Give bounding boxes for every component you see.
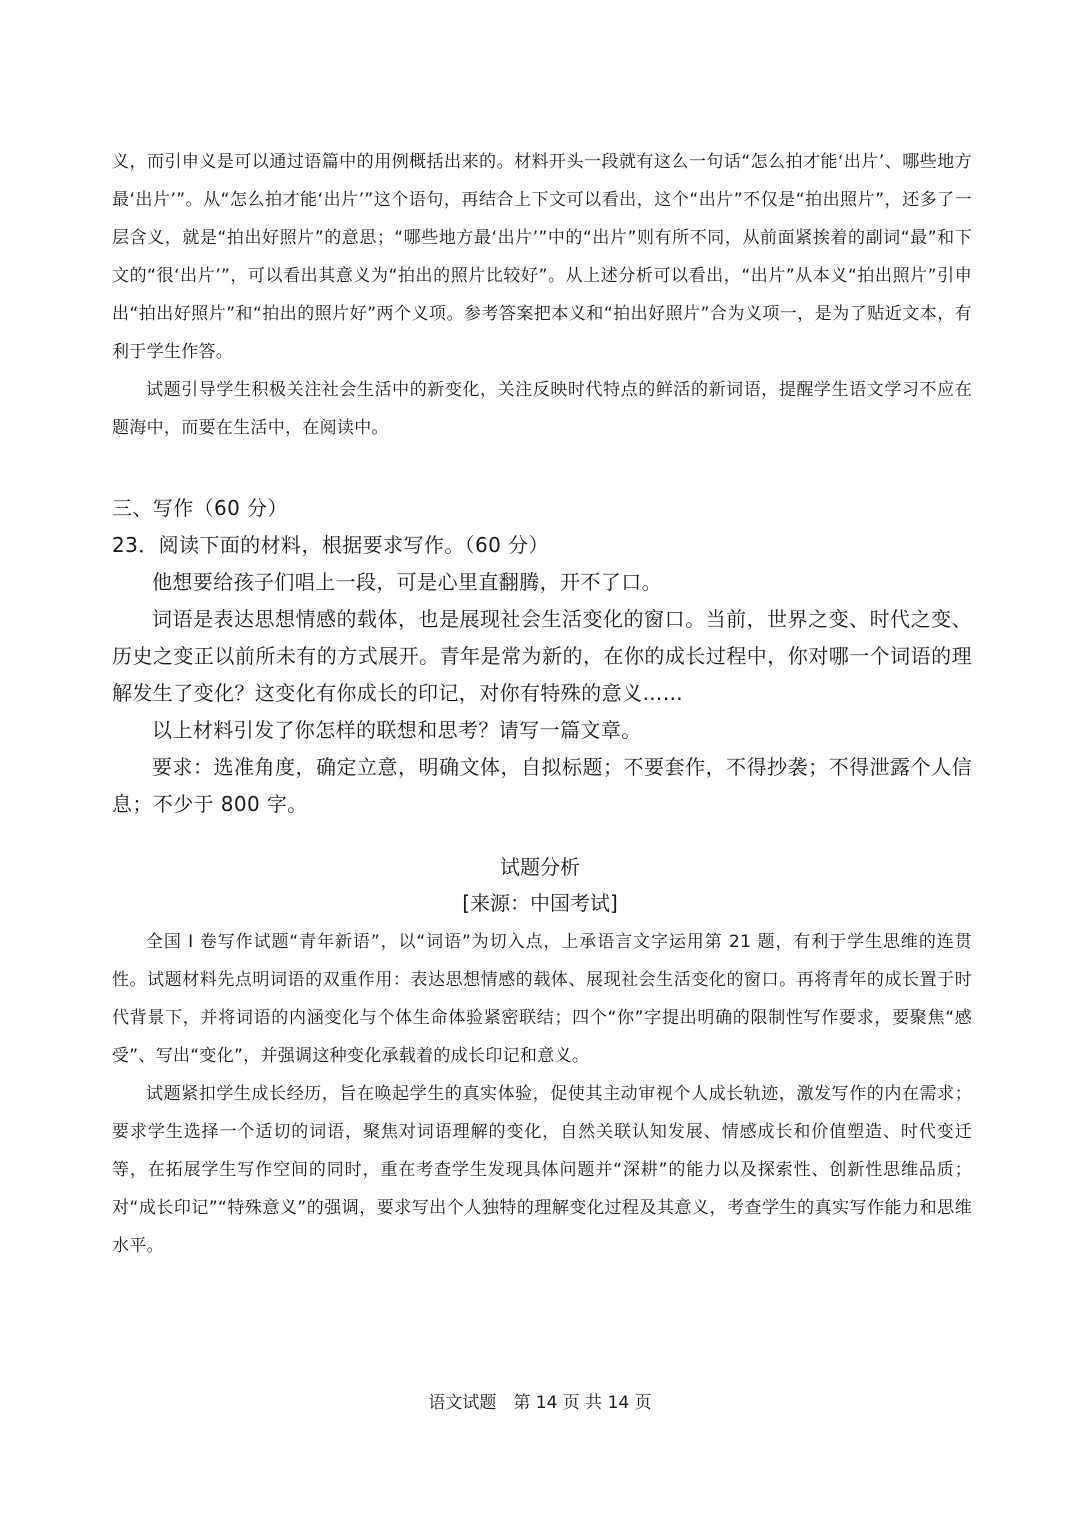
writing-prompt: 以上材料引发了你怎样的联想和思考？请写一篇文章。: [152, 718, 642, 742]
material-text: 他想要给孩子们唱上一段，可是心里直翻腾，开不了口。: [152, 570, 662, 594]
section-heading: 三、写作（60 分）: [112, 496, 288, 520]
analysis-paragraph: 全国 I 卷写作试题“青年新语”，以“词语”为切入点，上承语言文字运用第 21 题，有利于学生思维的连贯性。试题材料先点明词语的双重作用：表达思想情感的载体、展现社会生活变化的窗口。再将青年的成长置于时代背景下，并将词语的内涵变化与个体生命体验紧密联结；四个“你”字提出明确的限制性写作要求，要聚焦“感受”、写出“变化”，并强调这种变化承载着的成长印记和意义。: [112, 932, 972, 1066]
analysis-paragraph: 试题引导学生积极关注社会生活中的新变化，关注反映时代特点的鲜活的新词语，提醒学生语文学习不应在题海中，而要在生活中，在阅读中。: [112, 380, 972, 438]
previous-analysis: [112, 143, 972, 447]
analysis-paragraph: 试题紧扣学生成长经历，旨在唤起学生的真实体验，促使其主动审视个人成长轨迹，激发写作的内在需求；要求学生选择一个适切的词语，聚焦对词语理解的变化，自然关联认知发展、情感成长和价值塑造、时代变迁等，在拓展学生写作空间的同时，重在考查学生发现具体问题并“深耕”的能力以及探索性、创新性思维品质；对“成长印记”“特殊意义”的强调，要求写出个人独特的理解变化过程及其意义，考查学生的真实写作能力和思维水平。: [112, 1084, 972, 1256]
analysis-title: 试题分析: [500, 855, 580, 879]
page-footer: 语文试题 第 14 页 共 14 页: [428, 1393, 652, 1413]
analysis-source: [来源：中国考试]: [462, 891, 618, 915]
material-text: 词语是表达思想情感的载体，也是展现社会生活变化的窗口。当前，世界之变、时代之变、历史之变正以前所未有的方式展开。青年是常为新的，在你的成长过程中，你对哪一个词语的理解发生了变化？这变化有你成长的印记，对你有特殊的意义……: [112, 607, 972, 705]
question-stem: 23．阅读下面的材料，根据要求写作。（60 分）: [112, 533, 549, 557]
analysis-paragraph: 义，而引申义是可以通过语篇中的用例概括出来的。材料开头一段就有这么一句话“怎么拍才能‘出片’、哪些地方最‘出片’”。从“怎么拍才能‘出片’”这个语句，再结合上下文可以看出，这个“出片”不仅是“拍出照片”，还多了一层含义，就是“拍出好照片”的意思；“哪些地方最‘出片’”中的“出片”则有所不同，从前面紧挨着的副词“最”和下文的“很‘出片’”，可以看出其意义为“拍出的照片比较好”。从上述分析可以看出，“出片”从本义“拍出照片”引申出“拍出好照片”和“拍出的照片好”两个义项。参考答案把本义和“拍出好照片”合为义项一，是为了贴近文本，有利于学生作答。: [112, 152, 972, 362]
writing-requirements: 要求：选准角度，确定立意，明确文体，自拟标题；不要套作，不得抄袭；不得泄露个人信息；不少于 800 字。: [112, 755, 972, 816]
writing-section: [112, 490, 972, 823]
question-analysis: [112, 923, 972, 1265]
